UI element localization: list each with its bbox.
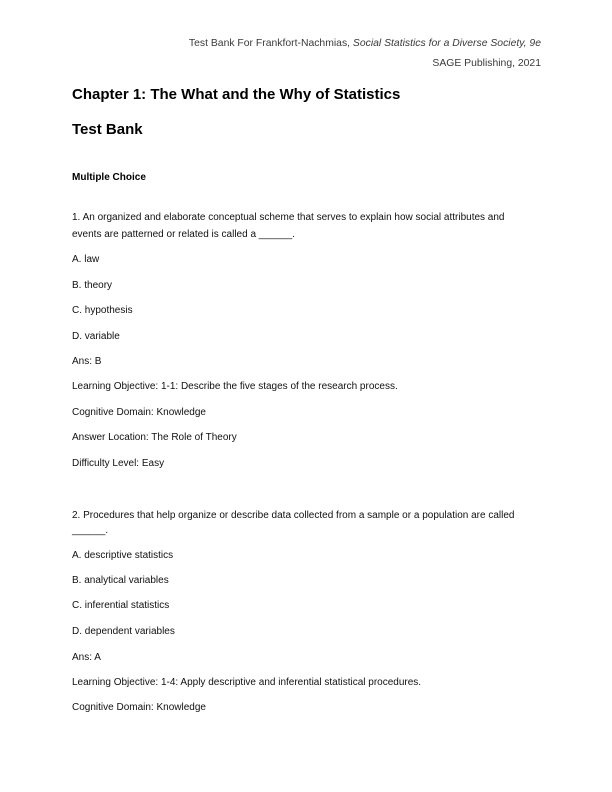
question-1-answer-location: Answer Location: The Role of Theory [72,432,237,443]
question-1-option-a: A. law [72,254,100,265]
question-2-stem-line-2: ______. [72,525,109,536]
question-2-answer: Ans: A [72,652,101,663]
running-header-publisher: SAGE Publishing, 2021 [432,58,541,69]
question-2-option-c: C. inferential statistics [72,600,170,611]
question-1-stem-line-1: 1. An organized and elaborate conceptual scheme that serves to explain how social attributes and [72,212,505,223]
question-2-cognitive-domain: Cognitive Domain: Knowledge [72,702,206,713]
question-2-option-b: B. analytical variables [72,575,169,586]
question-2-option-d: D. dependent variables [72,626,175,637]
document-subtitle: Test Bank [72,121,143,138]
question-1-option-c: C. hypothesis [72,305,133,316]
question-2-stem-line-1: 2. Procedures that help organize or describe data collected from a sample or a population are called [72,510,515,521]
question-1-option-d: D. variable [72,331,120,342]
running-header-citation [189,38,541,49]
question-1-cognitive-domain: Cognitive Domain: Knowledge [72,407,206,418]
question-2-option-a: A. descriptive statistics [72,550,174,561]
section-heading: Multiple Choice [72,172,146,183]
question-1-answer: Ans: B [72,356,102,367]
header-citation-text: Test Bank For Frankfort-Nachmias, [188,38,353,49]
question-1-learning-objective: Learning Objective: 1-1: Describe the five stages of the research process. [72,381,398,392]
question-1-option-b: B. theory [72,280,113,291]
question-1-difficulty: Difficulty Level: Easy [72,458,165,469]
question-2-learning-objective: Learning Objective: 1-4: Apply descriptive and inferential statistical procedures. [72,677,422,688]
header-book-title: Social Statistics for a Diverse Society, 9e [352,38,541,49]
chapter-title: Chapter 1: The What and the Why of Statistics [72,86,401,103]
question-1-stem-line-2: events are patterned or related is called a ______. [72,229,295,240]
